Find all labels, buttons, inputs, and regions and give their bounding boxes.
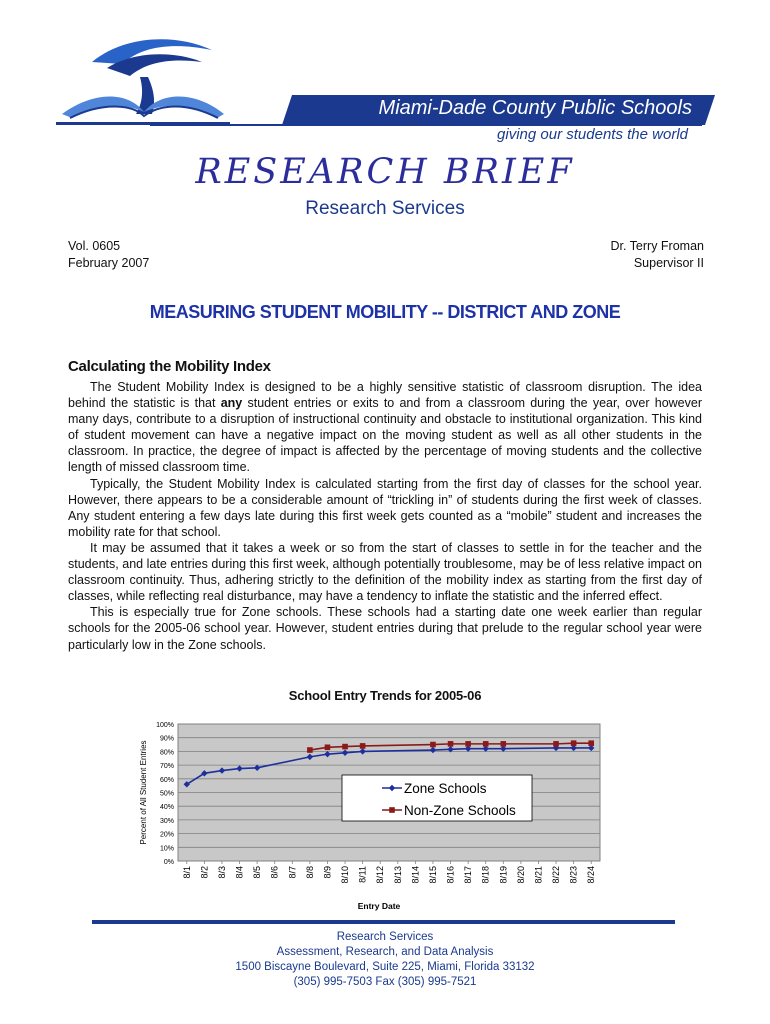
y-tick-label: 70% — [159, 763, 174, 771]
footer-phone: (305) 995-7503 Fax (305) 995-7521 — [293, 976, 477, 988]
legend-label: Zone Schools — [404, 781, 487, 796]
paragraph-4: This is especially true for Zone schools. These schools had a starting date one week earlier than regular schools for the 2005-06 school year. However, student entries during that prelude to the regular school year were particularly low in the Zone schools. — [68, 605, 702, 652]
x-tick-label: 8/23 — [568, 866, 579, 884]
data-point-non-zone — [448, 741, 454, 747]
p1-text-b: student entries or exits to and from a classroom during the year, over however many days, contribute to a disruption of instructional continuity and obstacle to institutional organization. This kind of student movement can have a negative impact on the moving student as well as all other students in the classroom. In practice, the degree of impact is affected by the percentage of moving students and the collective length of missed classroom time. — [68, 396, 702, 475]
x-tick-label: 8/21 — [533, 866, 544, 884]
y-tick-label: 90% — [159, 735, 174, 743]
p1-emphasis: any — [220, 396, 243, 411]
article-body — [68, 379, 702, 653]
x-tick-label: 8/18 — [480, 866, 491, 884]
data-point-non-zone — [553, 741, 559, 747]
x-tick-label: 8/13 — [392, 866, 403, 884]
y-tick-label: 40% — [159, 804, 174, 812]
data-point-non-zone — [360, 743, 366, 749]
y-tick-label: 0% — [163, 859, 174, 866]
x-tick-label: 8/10 — [340, 866, 351, 884]
x-tick-label: 8/6 — [269, 866, 280, 879]
issue-date: February 2007 — [68, 256, 150, 270]
y-tick-label: 50% — [159, 790, 174, 798]
issue-info — [68, 238, 149, 272]
footer — [0, 930, 770, 990]
legend-label: Non-Zone Schools — [404, 803, 516, 818]
y-tick-label: 60% — [159, 776, 174, 784]
x-tick-label: 8/4 — [234, 866, 245, 879]
org-name: Miami-Dade County Public Schools — [378, 97, 692, 119]
x-tick-label: 8/8 — [304, 866, 315, 879]
x-tick-label: 8/7 — [287, 866, 298, 879]
x-tick-label: 8/1 — [181, 866, 192, 879]
x-tick-label: 8/16 — [445, 866, 456, 884]
tagline: giving our students the world — [497, 126, 688, 143]
y-tick-label: 30% — [159, 817, 174, 825]
x-tick-label: 8/20 — [515, 866, 526, 884]
author-info — [610, 238, 704, 272]
legend-marker — [389, 807, 395, 813]
x-tick-label: 8/2 — [199, 866, 210, 879]
data-point-non-zone — [571, 740, 577, 746]
footer-rule — [92, 920, 675, 924]
footer-address: 1500 Biscayne Boulevard, Suite 225, Miami, Florida 33132 — [235, 961, 535, 973]
volume-number: Vol. 0605 — [68, 239, 121, 253]
data-point-non-zone — [588, 740, 594, 746]
x-tick-label: 8/11 — [357, 866, 368, 883]
x-axis-label: Entry Date — [357, 901, 401, 911]
data-point-non-zone — [325, 744, 331, 750]
paragraph-1 — [68, 379, 702, 476]
x-tick-label: 8/17 — [463, 866, 474, 884]
y-axis-label: Percent of All Student Entries — [139, 740, 148, 845]
author-title: Supervisor II — [633, 256, 704, 270]
y-tick-label: 10% — [159, 845, 174, 853]
data-point-non-zone — [483, 741, 489, 747]
x-tick-label: 8/3 — [216, 866, 227, 879]
data-point-non-zone — [500, 741, 506, 747]
author-name: Dr. Terry Froman — [610, 239, 704, 253]
x-tick-label: 8/15 — [427, 866, 438, 884]
data-point-non-zone — [342, 744, 348, 750]
p1-text-a: The Student Mobility Index is designed to be a highly sensitive statistic of classroom disruption. The idea behind the statistic is that — [68, 380, 702, 411]
footer-division: Assessment, Research, and Data Analysis — [276, 946, 494, 958]
y-tick-label: 80% — [159, 749, 174, 757]
data-point-non-zone — [465, 741, 471, 747]
x-tick-label: 8/19 — [498, 866, 509, 884]
data-point-non-zone — [307, 747, 313, 753]
data-point-non-zone — [430, 742, 436, 748]
x-tick-label: 8/22 — [551, 866, 562, 884]
brief-title: RESEARCH BRIEF — [195, 152, 575, 192]
x-tick-label: 8/12 — [375, 866, 386, 884]
y-tick-label: 100% — [156, 722, 174, 729]
chart-title: School Entry Trends for 2005-06 — [288, 688, 482, 703]
paragraph-2: Typically, the Student Mobility Index is calculated starting from the first day of classes for the school year. However, there appears to be a considerable amount of “trickling in” of students during the first week of classes. Any student entering a few days late during this first week gets counted as a “mobile” student and increases the mobility rate for that school. — [68, 476, 702, 539]
footer-department: Research Services — [336, 931, 434, 943]
x-tick-label: 8/14 — [410, 866, 421, 884]
x-tick-label: 8/9 — [322, 866, 333, 879]
y-tick-label: 20% — [159, 831, 174, 839]
entry-trends-chart — [130, 712, 610, 917]
article-title: MEASURING STUDENT MOBILITY -- DISTRICT AND ZONE — [149, 302, 621, 322]
x-tick-label: 8/5 — [252, 866, 263, 879]
x-tick-label: 8/24 — [586, 866, 597, 884]
paragraph-3: It may be assumed that it takes a week or so from the start of classes to settle in for the teacher and the students, and late entries during this first week, although potentially troublesome, may be of less relative impact on classroom continuity. Thus, adhering strictly to the definition of the mobility index as starting from the first day of classes, while reflecting real disturbance, may have a tendency to inflate the statistic and the inferred effect. — [68, 540, 702, 604]
department-subtitle: Research Services — [305, 198, 465, 219]
section-heading: Calculating the Mobility Index — [68, 358, 271, 375]
